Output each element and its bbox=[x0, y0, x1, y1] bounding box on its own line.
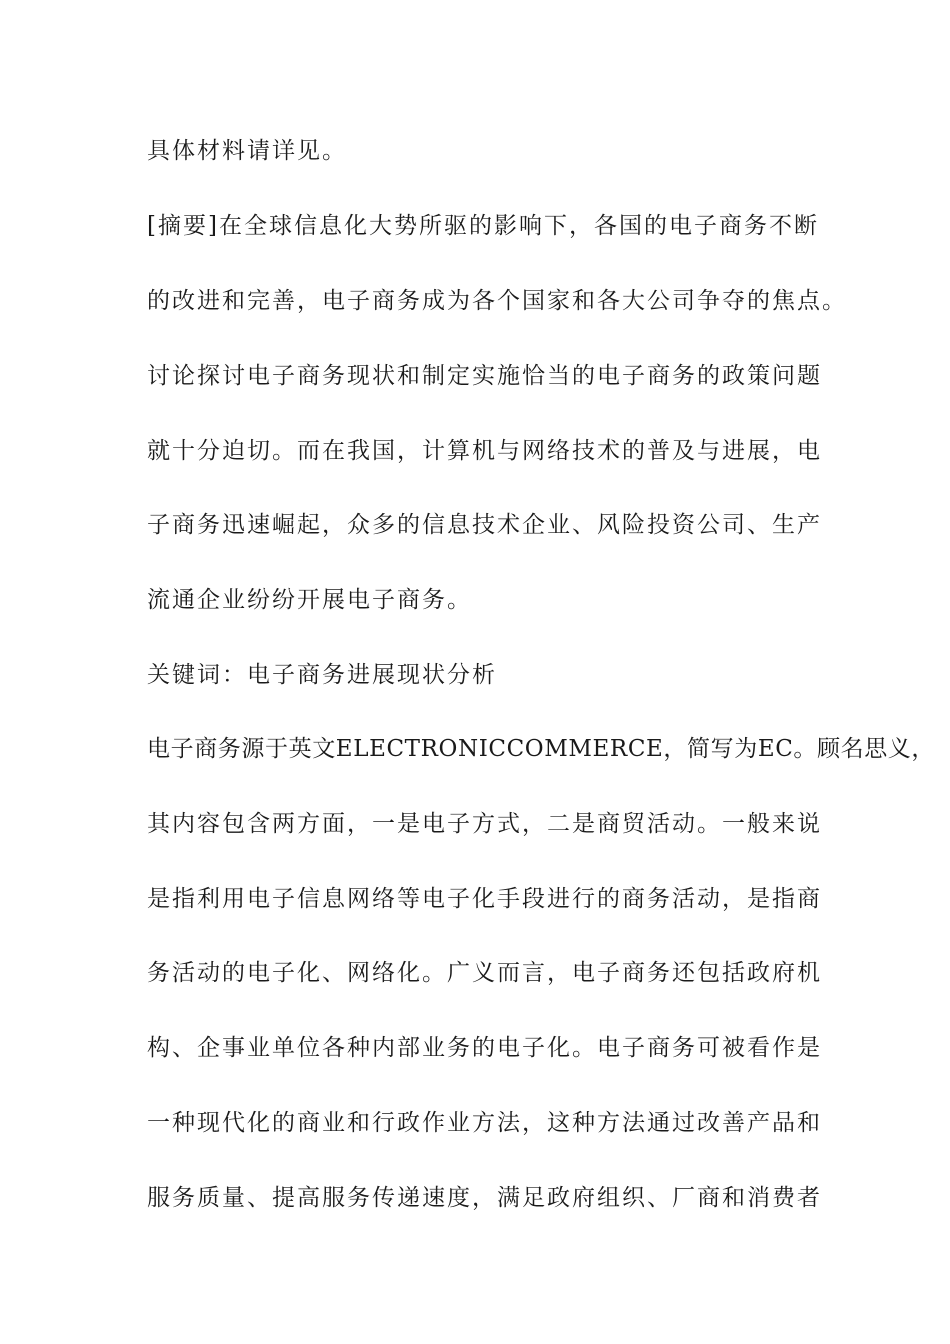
body-line: 一种现代化的商业和行政作业方法，这种方法通过改善产品和 bbox=[147, 1110, 822, 1136]
body-line: 其内容包含两方面，一是电子方式，二是商贸活动。一般来说 bbox=[147, 811, 822, 837]
keywords-line: 关键词：电子商务进展现状分析 bbox=[147, 662, 497, 688]
intro-line: 具体材料请详见。 bbox=[147, 138, 347, 164]
abstract-line: 就十分迫切。而在我国，计算机与网络技术的普及与进展，电 bbox=[147, 438, 822, 464]
abstract-line: 讨论探讨电子商务现状和制定实施恰当的电子商务的政策问题 bbox=[147, 363, 822, 389]
body-line: 构、企事业单位各种内部业务的电子化。电子商务可被看作是 bbox=[147, 1035, 822, 1061]
abstract-line: 子商务迅速崛起，众多的信息技术企业、风险投资公司、生产 bbox=[147, 512, 822, 538]
body-line: 是指利用电子信息网络等电子化手段进行的商务活动，是指商 bbox=[147, 886, 822, 912]
abstract-line: 流通企业纷纷开展电子商务。 bbox=[147, 587, 472, 613]
body-line: 务活动的电子化、网络化。广义而言，电子商务还包括政府机 bbox=[147, 960, 822, 986]
body-line: 电子商务源于英文ELECTRONICCOMMERCE，简写为EC。顾名思义， bbox=[147, 736, 936, 762]
abstract-line: 的改进和完善，电子商务成为各个国家和各大公司争夺的焦点。 bbox=[147, 288, 847, 314]
abstract-line: [摘要]在全球信息化大势所驱的影响下，各国的电子商务不断 bbox=[147, 213, 819, 239]
body-line: 服务质量、提高服务传递速度，满足政府组织、厂商和消费者 bbox=[147, 1185, 822, 1211]
